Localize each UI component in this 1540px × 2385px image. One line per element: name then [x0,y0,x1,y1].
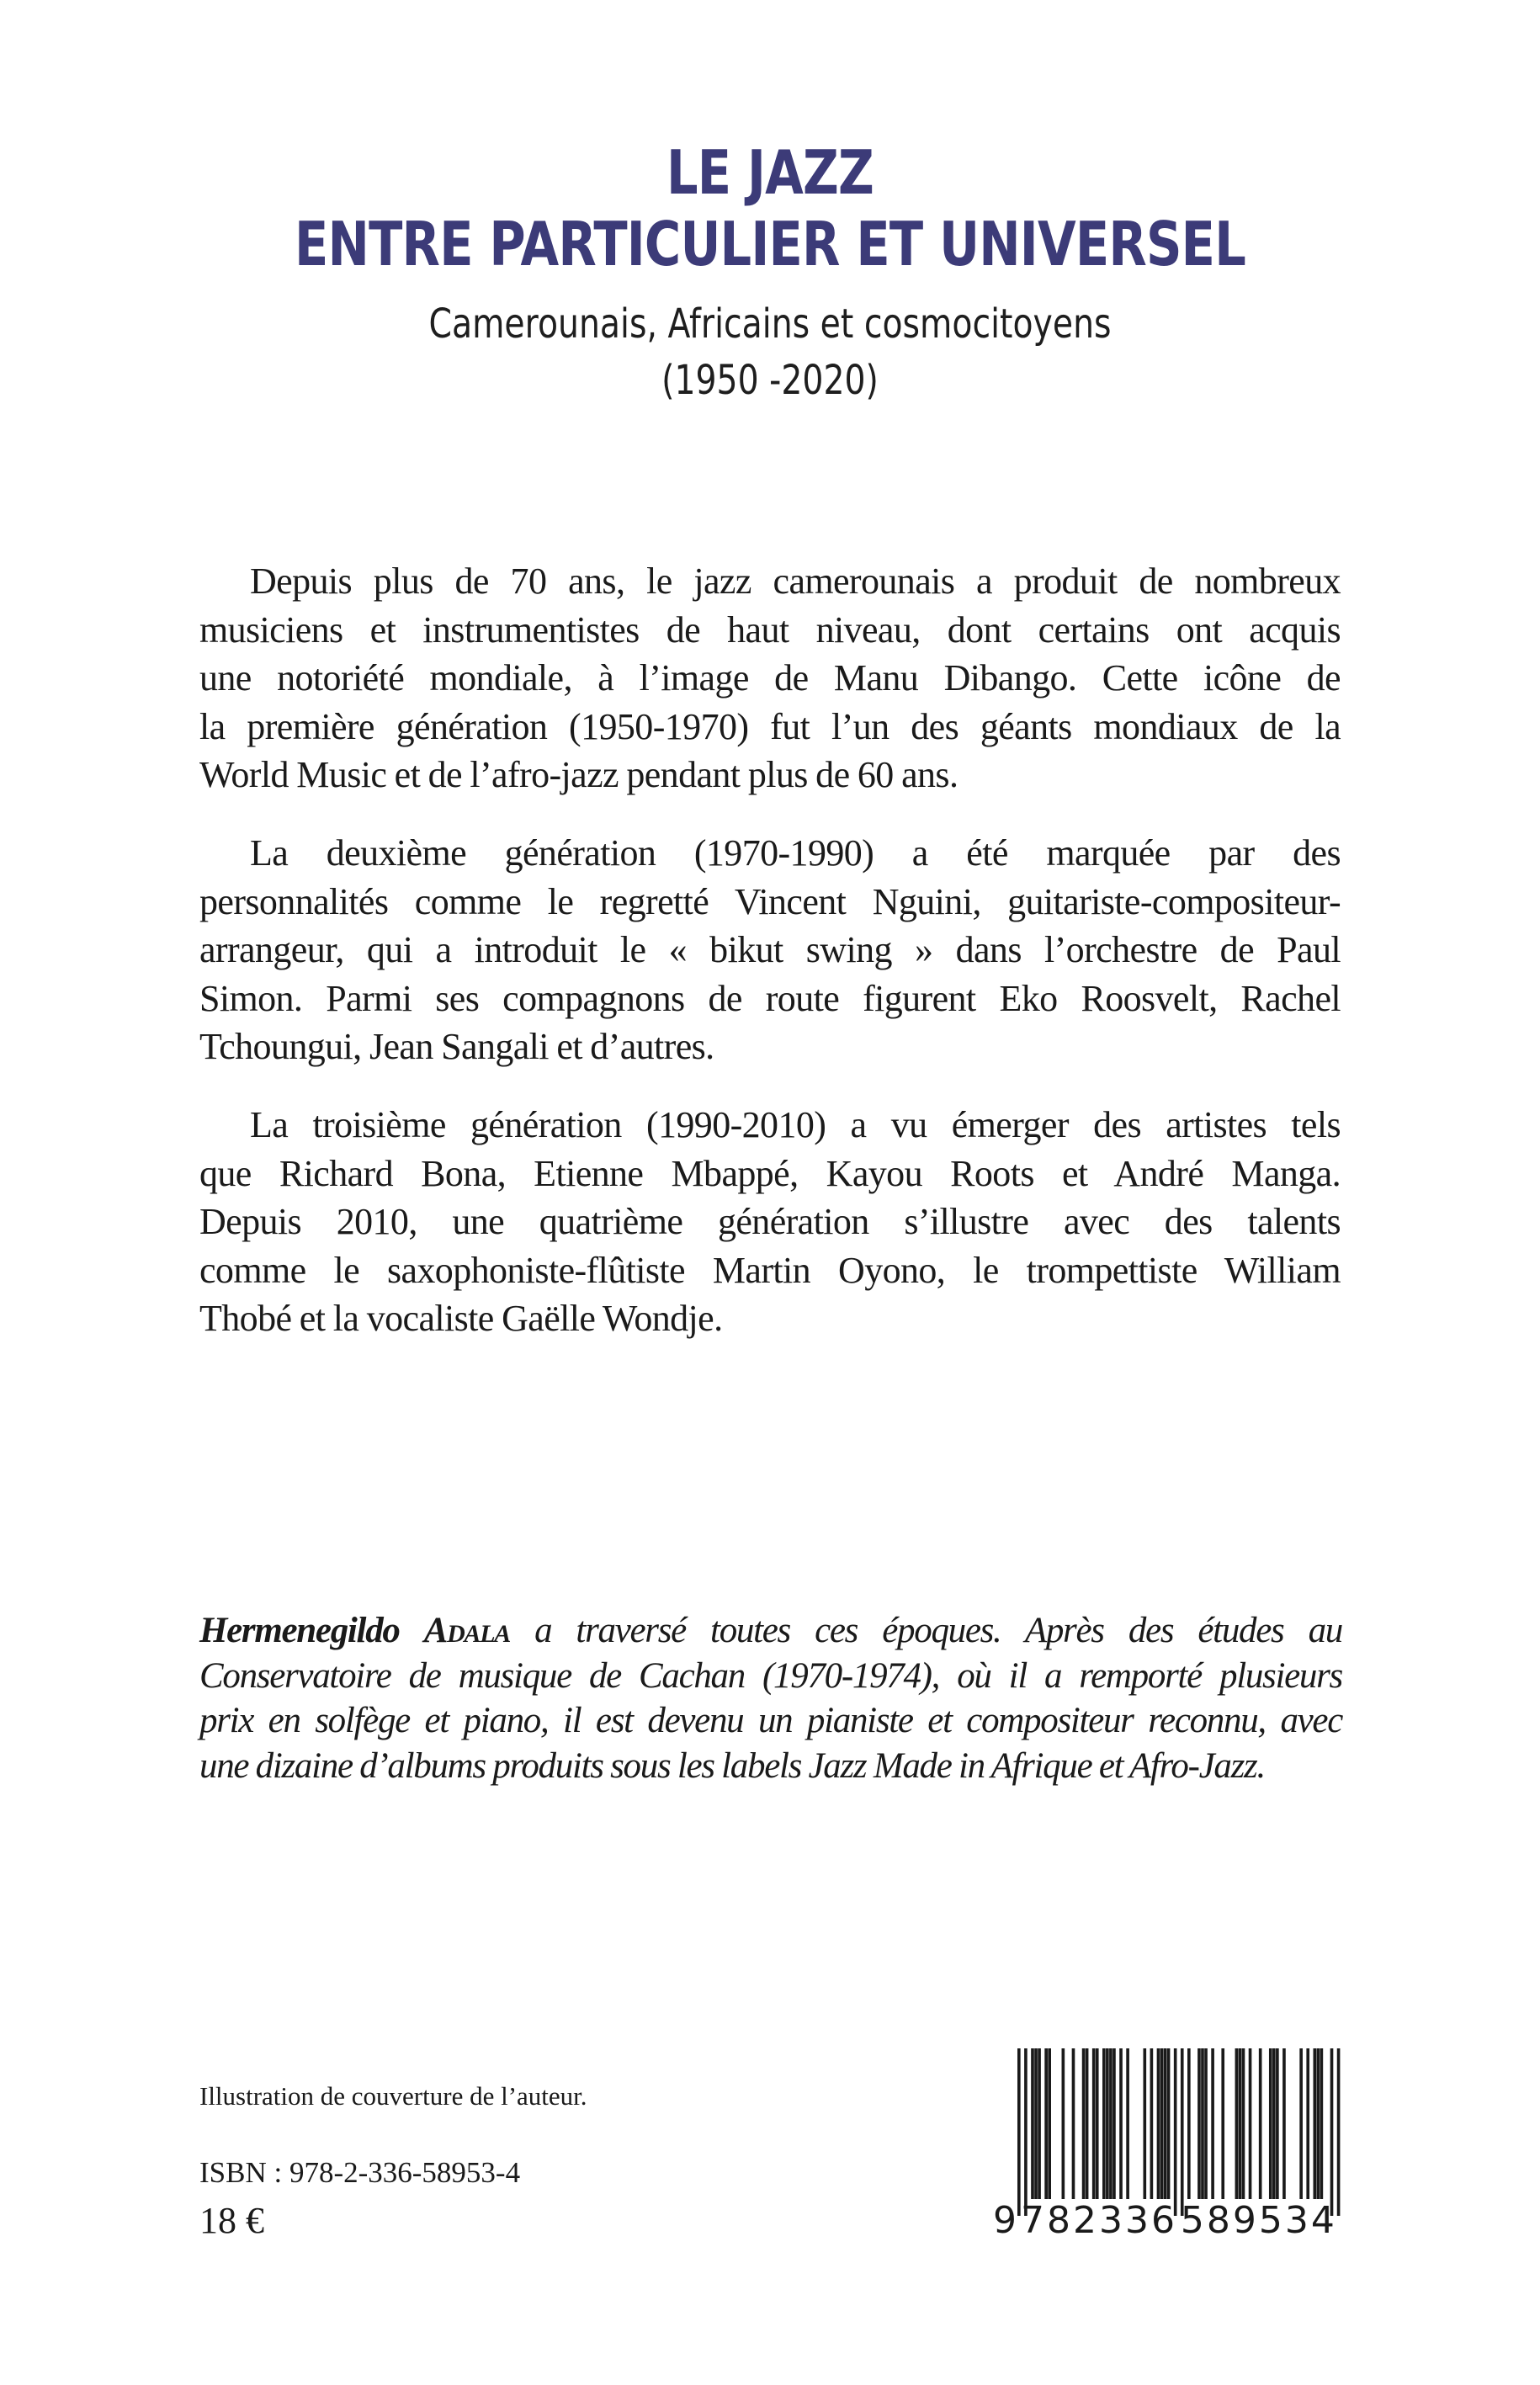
cover-illustration-credit: Illustration de couverture de l’auteur. [199,2081,587,2111]
text-line: World Music et de l’afro-jazz pendant plus de 60 ans. [199,754,959,795]
book-subtitle-dates: (1950 -2020) [661,357,879,404]
text-line: une notoriété mondiale, à l’image de Manu Dibango. Cette icône de [199,657,1341,699]
text-line: La troisième génération (1990-2010) a vu émerger des artistes tels [250,1104,1341,1145]
isbn-barcode [986,2048,1348,2238]
svg-text:9: 9 [993,2199,1019,2238]
bio-line-1 [199,1608,1342,1654]
text-line: que Richard Bona, Etienne Mbappé, Kayou Roots et André Manga. [199,1152,1341,1194]
author-first-name: Hermenegildo [199,1611,400,1650]
isbn: ISBN : 978-2-336-58953-4 [199,2156,521,2189]
text-line: comme le saxophoniste-flûtiste Martin Oyono, le trompettiste William [199,1249,1341,1291]
text-line: Simon. Parmi ses compagnons de route figurent Eko Roosvelt, Rachel [199,977,1341,1019]
text-line: Depuis 2010, une quatrième génération s’illustre avec des talents [199,1201,1341,1242]
text-line: Depuis plus de 70 ans, le jazz camerounais a produit de nombreux [250,560,1341,602]
bio-text: a traversé toutes ces époques. Après des études au [534,1611,1342,1650]
text-line: arrangeur, qui a introduit le « bikut swing » dans l’orchestre de Paul [199,929,1341,970]
book-title-line-2: ENTRE PARTICULIER ET UNIVERSEL [294,209,1245,279]
text-line: La deuxième génération (1970-1990) a été marquée par des [250,832,1341,874]
text-line: la première génération (1950-1970) fut l’un des géants mondiaux de la [199,705,1341,747]
price: 18 € [199,2200,264,2241]
bio-line-2: Conservatoire de musique de Cachan (1970-1974), où il a remporté plusieurs [199,1655,1342,1696]
book-subtitle: Camerounais, Africains et cosmocitoyens [428,300,1112,348]
blurb-paragraph-3 [199,1101,1341,1343]
author-bio [199,1608,1342,1789]
blurb-paragraph-2 [199,829,1341,1071]
author-last-name: Adala [423,1611,510,1650]
barcode-icon [986,2048,1348,2238]
book-title-line-1: LE JAZZ [666,137,874,208]
text-line: Thobé et la vocaliste Gaëlle Wondje. [199,1298,723,1339]
svg-text:589534: 589534 [1180,2199,1337,2238]
bio-line-4: une dizaine d’albums produits sous les labels Jazz Made in Afrique et Afro-Jazz. [199,1746,1265,1787]
bio-line-3: prix en solfège et piano, il est devenu un pianiste et compositeur reconnu, avec [199,1701,1342,1741]
blurb-paragraph-1 [199,557,1341,799]
svg-text:782336: 782336 [1020,2199,1177,2238]
text-line: musiciens et instrumentistes de haut niveau, dont certains ont acquis [199,608,1341,651]
text-line: personnalités comme le regretté Vincent Nguini, guitariste-compositeur- [199,880,1341,922]
text-line: Tchoungui, Jean Sangali et d’autres. [199,1026,714,1067]
